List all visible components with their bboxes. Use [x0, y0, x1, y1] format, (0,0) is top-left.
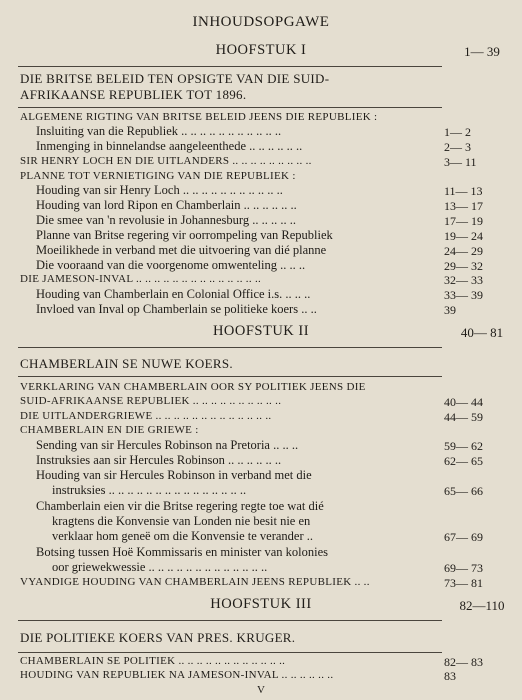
toc-entry: Houding van sir Henry Loch .. .. .. .. .. .. .. .. .. .. ..: [36, 183, 283, 197]
toc-pages: 67— 69: [444, 530, 483, 544]
toc-section: SUID-AFRIKAANSE REPUBLIEK .. .. .. .. .. .. .. .. .. ..: [20, 395, 282, 407]
toc-section: ALGEMENE RIGTING VAN BRITSE BELEID JEENS DIE REPUBLIEK :: [20, 111, 378, 123]
toc-entry: Die vooraand van die voorgenome omwenteling .. .. ..: [36, 258, 306, 272]
toc-entry: Inmenging in binnelandse aangeleenthede .. .. .. .. .. ..: [36, 139, 303, 153]
toc-pages: 13— 17: [444, 199, 483, 213]
part-rule: [18, 652, 442, 653]
chapter-rule: [18, 347, 442, 348]
page-folio: V: [257, 684, 265, 696]
toc-pages: 59— 62: [444, 439, 483, 453]
toc-pages: 1— 2: [444, 125, 471, 139]
toc-pages: 69— 73: [444, 561, 483, 575]
toc-section: SIR HENRY LOCH EN DIE UITLANDERS .. .. .. .. .. .. .. .. ..: [20, 155, 312, 167]
toc-section: CHAMBERLAIN SE POLITIEK .. .. .. .. .. .. .. .. .. .. .. ..: [20, 655, 286, 667]
toc-pages: 39: [444, 303, 456, 317]
toc-pages: 24— 29: [444, 244, 483, 258]
chapter-pages: 82—110: [459, 598, 505, 613]
toc-entry: Invloed van Inval op Chamberlain se politieke koers .. ..: [36, 302, 317, 316]
toc-entry: Chamberlain eien vir die Britse regering regte toe wat dié: [36, 499, 324, 513]
part-title: DIE BRITSE BELEID TEN OPSIGTE VAN DIE SUID-: [20, 71, 330, 86]
toc-entry: Houding van Chamberlain en Colonial Office i.s. .. .. ..: [36, 287, 311, 301]
chapter-heading: HOOFSTUK III: [210, 596, 312, 612]
toc-entry: kragtens die Konvensie van Londen nie besit nie en: [52, 514, 311, 528]
toc-entry: Botsing tussen Hoë Kommissaris en minister van kolonies: [36, 545, 328, 559]
chapter-heading: HOOFSTUK II: [212, 323, 310, 339]
toc-pages: 33— 39: [444, 288, 483, 302]
part-title: AFRIKAANSE REPUBLIEK TOT 1896.: [20, 87, 247, 102]
toc-section: PLANNE TOT VERNIETIGING VAN DIE REPUBLIEK :: [20, 170, 296, 182]
toc-pages: 11— 13: [444, 184, 483, 198]
toc-pages: 3— 11: [444, 155, 477, 169]
toc-entry: Planne van Britse regering vir oorrompeling van Republiek: [36, 228, 333, 242]
toc-section: HOUDING VAN REPUBLIEK NA JAMESON-INVAL .. .. .. .. .. ..: [20, 669, 334, 681]
toc-pages: 17— 19: [444, 214, 483, 228]
toc-pages: 32— 33: [444, 273, 483, 287]
part-title: DIE POLITIEKE KOERS VAN PRES. KRUGER.: [20, 630, 296, 645]
part-rule: [18, 376, 442, 377]
chapter-pages: 40— 81: [460, 325, 504, 340]
toc-entry: oor griewekwessie .. .. .. .. .. .. .. .. .. .. .. .. ..: [52, 560, 268, 574]
toc-section: CHAMBERLAIN EN DIE GRIEWE :: [20, 424, 199, 436]
toc-entry: Houding van lord Ripon en Chamberlain .. .. .. .. .. ..: [36, 198, 297, 212]
toc-entry: Moeilikhede in verband met die uitvoering van dié planne: [36, 243, 327, 257]
toc-entry: Houding van sir Hercules Robinson in verband met die: [36, 468, 312, 482]
toc-section: VERKLARING VAN CHAMBERLAIN OOR SY POLITIEK JEENS DIE: [20, 381, 366, 393]
chapter-heading: HOOFSTUK I: [215, 42, 307, 58]
page-title: INHOUDSOPGAWE: [192, 14, 330, 30]
toc-pages: 40— 44: [444, 395, 483, 409]
part-title: CHAMBERLAIN SE NUWE KOERS.: [20, 356, 233, 371]
toc-entry: Insluiting van die Republiek .. .. .. .. .. .. .. .. .. .. ..: [36, 124, 282, 138]
toc-entry: Instruksies aan sir Hercules Robinson .. .. .. .. .. ..: [36, 453, 282, 467]
chapter-pages: 1— 39: [464, 44, 500, 59]
toc-pages: 29— 32: [444, 259, 483, 273]
chapter-rule: [18, 620, 442, 621]
toc-entry: Die smee van 'n revolusie in Johannesburg .. .. .. .. ..: [36, 213, 296, 227]
toc-pages: 62— 65: [444, 454, 483, 468]
toc-pages: 2— 3: [444, 140, 471, 154]
chapter-rule: [18, 66, 442, 67]
toc-entry: verklaar hom geneë om die Konvensie te verander ..: [52, 529, 314, 543]
toc-entry: Sending van sir Hercules Robinson na Pretoria .. .. ..: [36, 438, 299, 452]
toc-section: DIE JAMESON-INVAL .. .. .. .. .. .. .. .. .. .. .. .. .. ..: [20, 273, 262, 285]
toc-pages: 65— 66: [444, 484, 483, 498]
toc-pages: 83: [444, 669, 456, 683]
toc-pages: 19— 24: [444, 229, 483, 243]
toc-section: VYANDIGE HOUDING VAN CHAMBERLAIN JEENS REPUBLIEK .. ..: [20, 576, 370, 588]
toc-entry: instruksies .. .. .. .. .. .. .. .. .. .. .. .. .. .. ..: [52, 483, 247, 497]
toc-pages: 73— 81: [444, 576, 483, 590]
toc-section: DIE UITLANDERGRIEWE .. .. .. .. .. .. .. .. .. .. .. .. ..: [20, 410, 272, 422]
part-rule: [18, 107, 442, 108]
toc-pages: 44— 59: [444, 410, 483, 424]
toc-pages: 82— 83: [444, 655, 483, 669]
